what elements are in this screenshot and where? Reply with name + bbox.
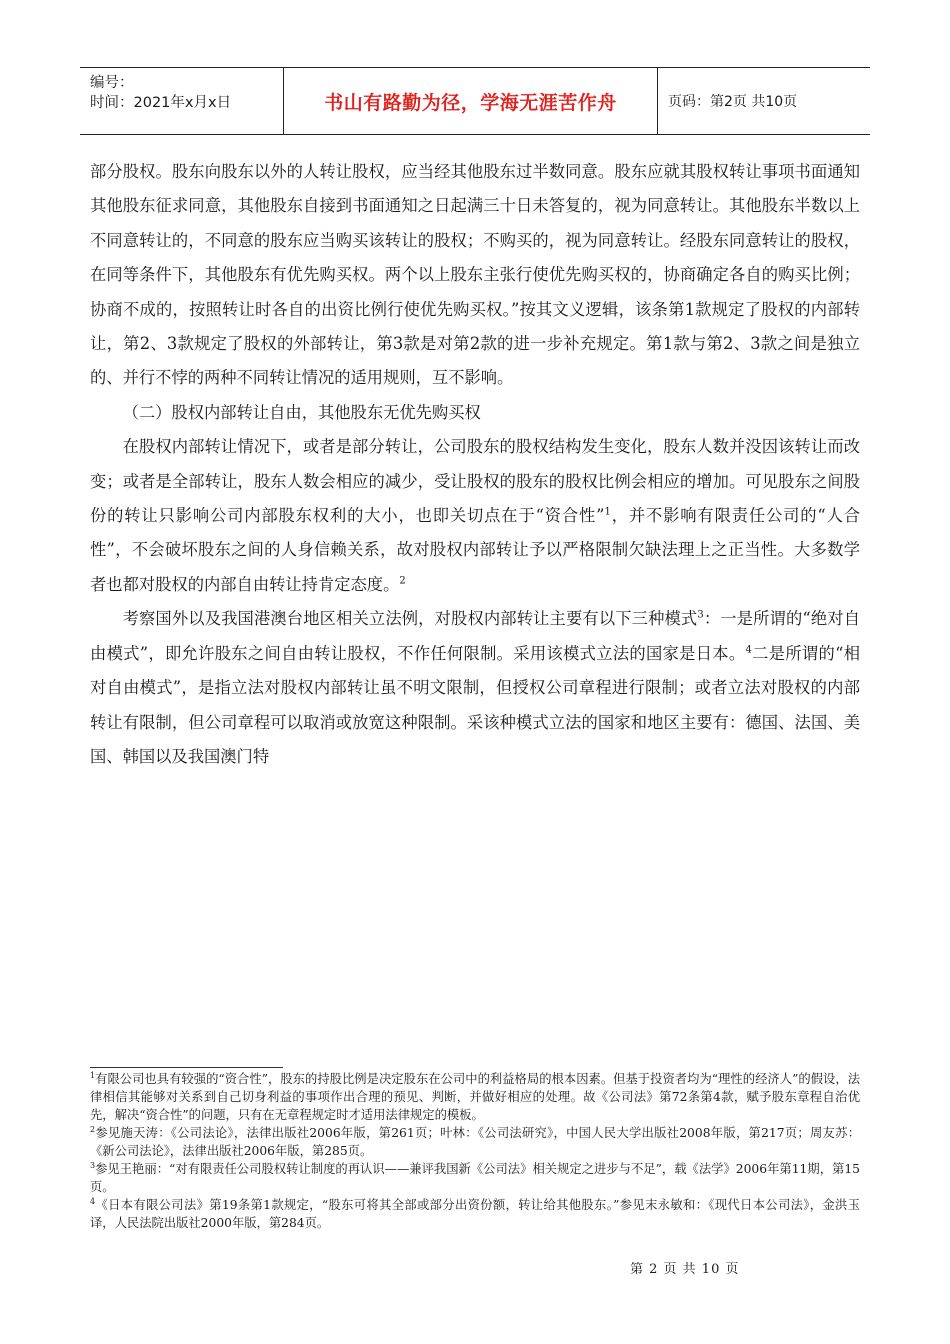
paragraph-2 [90, 430, 860, 602]
paragraph-2-text-a: 在股权内部转让情况下，或者是部分转让，公司股东的股权结构发生变化，股东人数并没因该转让而改变；或者是全部转让，股东人数会相应的减少，受让股权的股东的股权比例会相应的增加。可见股东之间股份的转让只影响公司内部股东权利的大小，也即关切点在于“资合性” [90, 437, 860, 526]
footnote-3-text: 参见王艳丽：“对有限责任公司股权转让制度的再认识——兼评我国新《公司法》相关规定之进步与不足”，载《法学》2006年第11期，第15页。 [90, 1162, 860, 1194]
paragraph-3-text-c: 二是所谓的“相对自由模式”，是指立法对股权内部转让虽不明文限制，但授权公司章程进行限制；或者立法对股权的内部转让有限制，但公司章程可以取消或放宽这种限制。采该种模式立法的国家和地区主要有：德国、法国、美国、韩国以及我国澳门特 [90, 643, 860, 766]
paragraph-2-text-b: ，并不影响有限责任公司的“人合性”，不会破坏股东之间的人身信赖关系，故对股权内部转让予以严格限制欠缺法理上之正当性。大多数学者也都对股权的内部自由转让持肯定态度。 [90, 506, 861, 594]
paragraph-3-text-b: ：一是所谓的“绝对自由模式”，即允许股东之间自由转让股权，不作任何限制。采用该模式立法的国家是日本。 [90, 609, 860, 663]
footnote-3 [90, 1160, 860, 1196]
page-header [80, 67, 870, 135]
section-heading: （二）股权内部转让自由，其他股东无优先购买权 [122, 402, 481, 422]
footnote-ref-2[interactable]: 2 [399, 575, 406, 587]
footnote-3-mark: 3 [90, 1160, 96, 1170]
footnote-ref-4[interactable]: 4 [745, 644, 752, 656]
paragraph-3 [90, 602, 860, 774]
header-page-info: 页码：第2页 共10页 [668, 94, 798, 110]
footnotes [90, 1070, 860, 1232]
footnote-separator [90, 1067, 283, 1068]
footnote-2 [90, 1124, 860, 1160]
page-footer-number: 第 2 页 共 10 页 [630, 1262, 740, 1277]
footnote-1 [90, 1070, 860, 1124]
footnote-1-text: 有限公司也具有较强的“资合性”，股东的持股比例是决定股东在公司中的利益格局的根本因素。但基于投资者均为“理性的经济人”的假设，法律相信其能够对关系到自己切身利益的事项作出合理的预见、判断，并做好相应的处理。故《公司法》第72条第4款，赋予股东章程自治优先，解决“资合性”的问题，只有在无章程规定时才适用法律规定的模板。 [90, 1072, 860, 1122]
footnote-4-text: 《日本有限公司法》第19条第1款规定，“股东可将其全部或部分出资份额，转让给其他股东。”参见末永敏和：《现代日本公司法》，金洪玉译，人民法院出版社2000年版，第284页。 [90, 1198, 860, 1230]
footnote-ref-1[interactable]: 1 [604, 506, 611, 518]
header-meta [80, 68, 283, 134]
header-number-label: 编号： [90, 75, 134, 91]
footnote-1-mark: 1 [90, 1070, 96, 1080]
paragraph-1: 部分股权。股东向股东以外的人转让股权，应当经其他股东过半数同意。股东应就其股权转让事项书面通知其他股东征求同意，其他股东自接到书面通知之日起满三十日未答复的，视为同意转让。其他股东半数以上不同意转让的，不同意的股东应当购买该转让的股权；不购买的，视为同意转让。经股东同意转让的股权，在同等条件下，其他股东有优先购买权。两个以上股东主张行使优先购买权的，协商确定各自的购买比例；协商不成的，按照转让时各自的出资比例行使优先购买权。”按其文义逻辑，该条第1款规定了股权的内部转让，第2、3款规定了股权的外部转让，第3款是对第2款的进一步补充规定。第1款与第2、3款之间是独立的、并行不悖的两种不同转让情况的适用规则，互不影响。 [90, 162, 860, 388]
footnote-ref-3[interactable]: 3 [697, 609, 704, 621]
footnote-2-mark: 2 [90, 1124, 96, 1134]
footnote-4-mark: 4 [90, 1196, 96, 1206]
header-motto: 书山有路勤为径，学海无涯苦作舟 [283, 68, 658, 134]
paragraph-3-text-a: 考察国外以及我国港澳台地区相关立法例，对股权内部转让主要有以下三种模式 [122, 609, 698, 629]
footnote-2-text: 参见施天涛：《公司法论》，法律出版社2006年版，第261页；叶林：《公司法研究》，中国人民大学出版社2008年版，第217页；周友苏：《新公司法论》，法律出版社2006年版，第285页。 [90, 1126, 860, 1158]
footnote-4 [90, 1196, 860, 1232]
document-body [90, 155, 860, 774]
header-time-label: 时间：2021年x月x日 [90, 95, 232, 111]
